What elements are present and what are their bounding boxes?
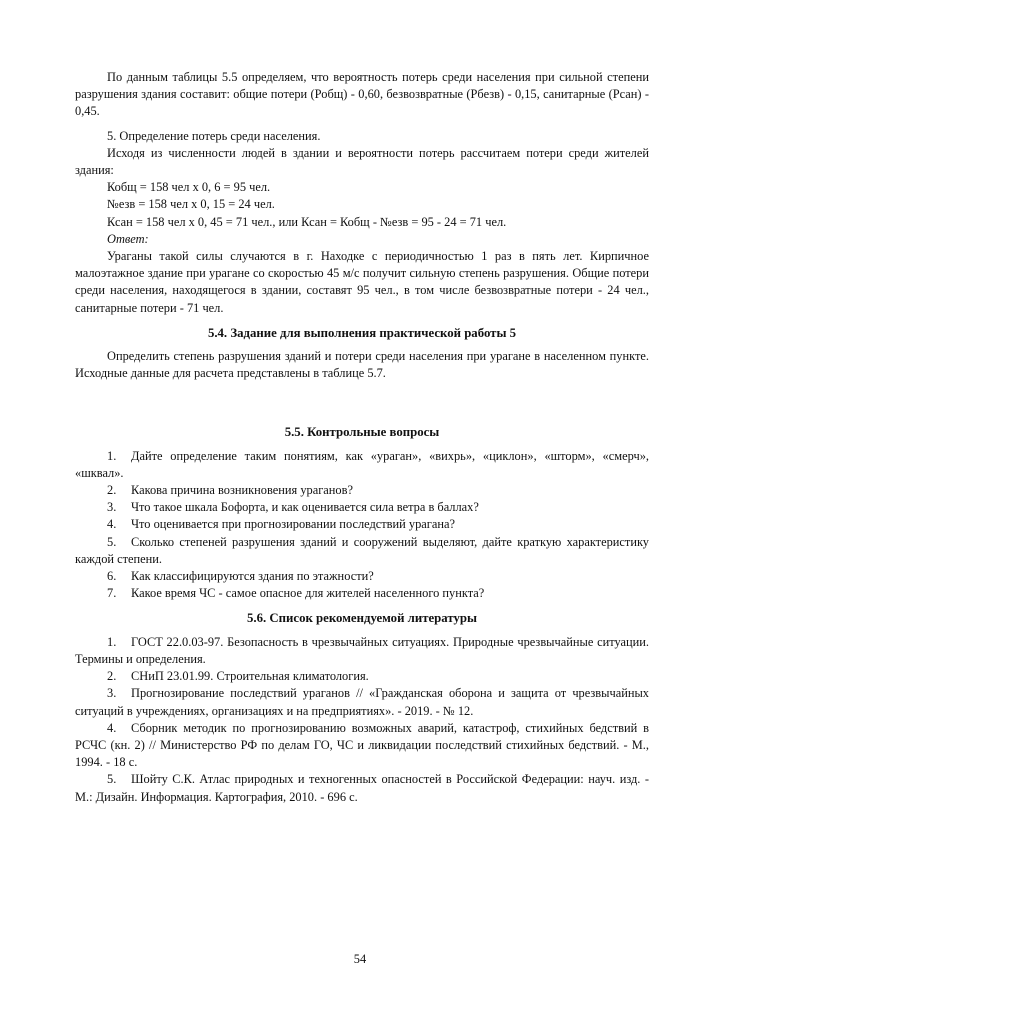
paragraph-step-5: 5. Определение потерь среди населения.: [107, 128, 321, 143]
literature-number: 2.: [107, 669, 117, 684]
literature-number: 5.: [107, 772, 117, 787]
literature-number: 3.: [107, 686, 117, 701]
answer-label: Ответ:: [107, 231, 149, 246]
question-text: Как классифицируются здания по этажности?: [131, 569, 374, 584]
question-item: [75, 585, 649, 602]
paragraph-loss-probability: По данным таблицы 5.5 определяем, что вероятность потерь среди населения при сильной степени разрушения здания составит: общие потери (Робщ) - 0,60, безвозвратные (Рбезв) - 0,15, санитарные (Рсан) - 0,45.: [75, 70, 649, 119]
answer-text: Ураганы такой силы случаются в г. Находке с периодичностью 1 раз в пять лет. Кирпичное малоэтажное здание при урагане со скоростью 45 м/с получит сильную степень разрушения. Общие потери среди населения, находящегося в здании, составят 95 чел., в том числе безвозвратные потери - 24 чел., санитарные потери - 71 чел.: [75, 249, 649, 315]
question-number: 5.: [107, 534, 117, 549]
question-number: 3.: [107, 500, 117, 515]
question-number: 4.: [107, 517, 117, 532]
question-item: [75, 534, 649, 568]
literature-text: СНиП 23.01.99. Строительная климатология.: [131, 669, 369, 684]
literature-number: 1.: [107, 634, 117, 649]
page-number: 54: [353, 952, 367, 966]
question-text: Какое время ЧС - самое опасное для жителей населенного пункта?: [131, 586, 485, 601]
literature-list: [75, 634, 649, 806]
literature-item: [75, 668, 649, 685]
question-number: 1.: [107, 448, 117, 463]
question-item: [75, 568, 649, 585]
question-number: 6.: [107, 569, 117, 584]
literature-item: [75, 634, 649, 668]
question-item: [75, 482, 649, 499]
literature-item: [75, 685, 649, 719]
literature-text: Шойту С.К. Атлас природных и техногенных опасностей в Российской Федерации: науч. изд. - М.: Дизайн. Информация. Картография, 2010. - 696 с.: [75, 772, 649, 804]
question-text: Какова причина возникновения ураганов?: [131, 483, 353, 498]
question-item: [75, 516, 649, 533]
formula-sanitary-losses: Ксан = 158 чел х 0, 45 = 71 чел., или Ксан = Кобщ - №езв = 95 - 24 = 71 чел.: [107, 214, 507, 229]
question-item: [75, 499, 649, 516]
control-questions-list: [75, 448, 649, 603]
section-5-5-title: 5.5. Контрольные вопросы: [284, 425, 440, 440]
literature-text: ГОСТ 22.0.03-97. Безопасность в чрезвычайных ситуациях. Природные чрезвычайные ситуации. Термины и определения.: [75, 634, 649, 666]
question-text: Дайте определение таким понятиям, как «ураган», «вихрь», «циклон», «шторм», «смерч», «шквал».: [75, 448, 649, 480]
vertical-spacer: [75, 382, 649, 416]
literature-number: 4.: [107, 720, 117, 735]
literature-text: Сборник методик по прогнозированию возможных аварий, катастроф, стихийных бедствий в РСЧС (кн. 2) // Министерство РФ по делам ГО, ЧС и ликвидации последствий стихийных бедствий. - М., 1994. - 18 с.: [75, 720, 649, 770]
question-text: Что такое шкала Бофорта, и как оценивается сила ветра в баллах?: [131, 500, 479, 515]
section-5-6-title: 5.6. Список рекомендуемой литературы: [247, 611, 477, 626]
paragraph-calculation-intro: Исходя из численности людей в здании и вероятности потерь рассчитаем потери среди жителей здания:: [75, 145, 649, 178]
literature-item: [75, 720, 649, 772]
formula-total-losses: Кобщ = 158 чел х 0, 6 = 95 чел.: [107, 180, 271, 195]
question-text: Что оценивается при прогнозировании последствий урагана?: [131, 517, 455, 532]
section-5-4-text: Определить степень разрушения зданий и потери среди населения при урагане в населенном пункте. Исходные данные для расчета представлены в таблице 5.7.: [75, 349, 649, 381]
question-number: 7.: [107, 586, 117, 601]
question-text: Сколько степеней разрушения зданий и сооружений выделяют, дайте краткую характеристику каждой степени.: [75, 534, 649, 566]
question-item: [75, 448, 649, 482]
literature-item: [75, 771, 649, 805]
formula-irrecoverable-losses: №езв = 158 чел х 0, 15 = 24 чел.: [107, 197, 275, 212]
question-number: 2.: [107, 483, 117, 498]
literature-text: Прогнозирование последствий ураганов // «Гражданская оборона и защита от чрезвычайных ситуаций в учреждениях, организациях и на предприятиях». - 2019. - № 12.: [75, 686, 649, 718]
section-5-4-title: 5.4. Задание для выполнения практической работы 5: [207, 325, 517, 340]
page-content: [75, 69, 649, 806]
